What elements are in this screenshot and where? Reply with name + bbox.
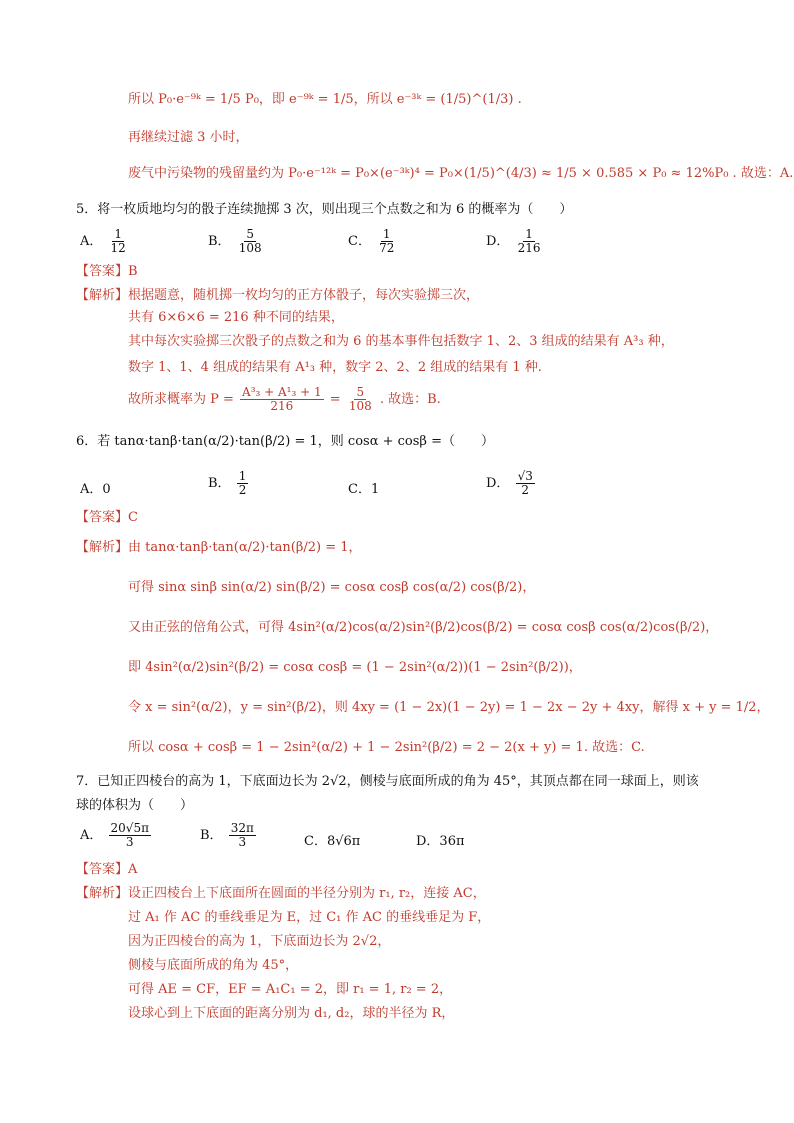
q6-answer-tag: 【答案】: [76, 510, 129, 525]
q6-option-d-num: √3: [517, 469, 533, 483]
q5-analysis-line-3: 其中每次实验掷三次骰子的点数之和为 6 的基本事件包括数字 1、2、3 组成的结果有 A³₃ 种，: [128, 334, 674, 349]
q7-option-a-label: A．: [80, 828, 103, 844]
q7-stem-line-2: 球的体积为（ ）: [76, 798, 194, 813]
q5-option-b-num: 5: [246, 227, 254, 241]
q5-analysis-line-2: 共有 6×6×6 = 216 种不同的结果，: [128, 310, 344, 325]
q6-option-a: A．0: [80, 482, 111, 497]
q5-analysis-line-5: [128, 386, 441, 413]
q5-analysis-line-4: 数字 1、1、4 组成的结果有 A¹₃ 种，数字 2、2、2 组成的结果有 1 种.: [128, 360, 542, 375]
q5-option-b-label: B．: [208, 234, 231, 250]
q5-prob-den-2: 108: [348, 399, 372, 414]
q5-option-d-label: D．: [486, 234, 510, 250]
q5-prob-num-2: 5: [356, 385, 365, 399]
q5-option-d-num: 1: [525, 227, 533, 241]
q6-option-b-label: B．: [208, 476, 231, 492]
q6-answer-row: [76, 510, 138, 526]
top-line-3: 废气中污染物的残留量约为 P₀·e⁻¹²ᵏ = P₀×(e⁻³ᵏ)⁴ = P₀×(1/5)^(4/3) ≈ 1/5 × 0.585 × P₀ ≈ 12%P₀ . 故选：A.: [128, 166, 794, 181]
q7-analysis-line-4: 侧棱与底面所成的角为 45°，: [128, 958, 299, 973]
q6-stem: 6．若 tanα·tanβ·tan(α/2)·tan(β/2) = 1，则 cosα + cosβ =（ ）: [76, 434, 494, 449]
q5-answer-value: B: [128, 264, 138, 279]
q7-analysis-row-1: [76, 886, 486, 902]
q6-option-c: C．1: [348, 482, 380, 497]
q7-option-a-den: 3: [125, 835, 134, 850]
q5-analysis-row-1: [76, 288, 479, 304]
q5-option-c: [348, 228, 398, 255]
q5-prob-equals: =: [329, 392, 341, 408]
q7-answer-tag: 【答案】: [76, 862, 129, 877]
q5-option-b-den: 108: [238, 241, 262, 256]
q5-option-a: [80, 228, 130, 255]
q6-option-b-num: 1: [238, 469, 247, 483]
q7-analysis-tag: 【解析】: [76, 886, 129, 901]
q7-analysis-line-3: 因为正四棱台的高为 1，下底面边长为 2√2，: [128, 934, 391, 949]
q7-analysis-line-2: 过 A₁ 作 AC 的垂线垂足为 E，过 C₁ 作 AC 的垂线垂足为 F，: [128, 910, 491, 925]
top-line-1: 所以 P₀·e⁻⁹ᵏ = 1/5 P₀，即 e⁻⁹ᵏ = 1/5，所以 e⁻³ᵏ = (1/5)^(1/3) .: [128, 92, 522, 107]
q5-analysis-line-1: 根据题意，随机掷一枚均匀的正方体骰子，每次实验掷三次，: [128, 288, 480, 303]
q7-option-a: [80, 822, 153, 849]
q7-option-b: [200, 822, 258, 849]
q6-answer-value: C: [128, 510, 138, 525]
q7-option-b-frac: [229, 822, 256, 849]
q5-option-a-label: A．: [80, 234, 103, 250]
q7-stem-line-1: 7．已知正四棱台的高为 1，下底面边长为 2√2，侧棱与底面所成的角为 45°，其顶点都在同一球面上，则该: [76, 774, 699, 789]
q7-option-a-frac: [109, 822, 151, 849]
q5-option-d-frac: [516, 228, 543, 255]
q6-analysis-line-4: 即 4sin²(α/2)sin²(β/2) = cosα cosβ = (1 − 2sin²(α/2))(1 − 2sin²(β/2))，: [128, 660, 582, 675]
q6-option-b-frac: [237, 470, 249, 497]
q7-option-b-num: 32π: [230, 821, 254, 835]
q5-option-a-num: 1: [114, 227, 122, 241]
q6-option-d-label: D．: [486, 476, 510, 492]
q7-answer-row: [76, 862, 137, 878]
q5-prob-frac-2: [347, 386, 374, 413]
q7-analysis-line-5: 可得 AE = CF，EF = A₁C₁ = 2，即 r₁ = 1, r₂ = 2，: [128, 982, 453, 997]
q5-option-c-num: 1: [382, 227, 391, 241]
q5-prob-suffix: . 故选：B.: [379, 392, 441, 408]
q5-option-a-den: 12: [110, 241, 126, 256]
q7-answer-value: A: [128, 862, 138, 877]
q5-option-d: [486, 228, 544, 255]
q5-prob-frac-1: [240, 386, 324, 413]
q7-option-d: D．36π: [416, 834, 465, 849]
q5-answer-row: [76, 264, 138, 280]
q6-option-d-frac: [516, 470, 535, 497]
q5-answer-tag: 【答案】: [76, 264, 129, 279]
q5-option-a-frac: [109, 228, 128, 255]
q5-prob-prefix: 故所求概率为 P =: [128, 392, 234, 408]
q6-analysis-line-1: 由 tanα·tanβ·tan(α/2)·tan(β/2) = 1，: [128, 540, 362, 555]
q5-option-b: [208, 228, 266, 255]
q6-analysis-line-6: 所以 cosα + cosβ = 1 − 2sin²(α/2) + 1 − 2sin²(β/2) = 2 − 2(x + y) = 1. 故选：C.: [128, 740, 645, 755]
q6-analysis-line-2: 可得 sinα sinβ sin(α/2) sin(β/2) = cosα cosβ cos(α/2) cos(β/2)，: [128, 580, 536, 595]
q5-option-c-den: 72: [379, 241, 395, 256]
q6-analysis-tag: 【解析】: [76, 540, 129, 555]
q5-prob-num-1: A³₃ + A¹₃ + 1: [242, 385, 322, 399]
q5-option-c-frac: [377, 228, 396, 255]
q7-option-b-label: B．: [200, 828, 223, 844]
q5-option-d-den: 216: [517, 241, 541, 256]
q5-option-b-frac: [237, 228, 264, 255]
q6-option-b: [208, 470, 250, 497]
q7-option-c: C．8√6π: [304, 834, 361, 849]
q7-option-b-den: 3: [238, 835, 247, 850]
q6-analysis-row-1: [76, 540, 362, 556]
q6-option-b-den: 2: [238, 483, 247, 498]
q6-option-d: [486, 470, 537, 497]
q5-stem: 5．将一枚质地均匀的骰子连续抛掷 3 次，则出现三个点数之和为 6 的概率为（ ）: [76, 202, 573, 217]
q5-option-c-label: C．: [348, 234, 371, 250]
q6-option-d-den: 2: [521, 483, 530, 498]
q5-analysis-tag: 【解析】: [76, 288, 129, 303]
q7-analysis-line-1: 设正四棱台上下底面所在圆面的半径分别为 r₁, r₂，连接 AC，: [128, 886, 486, 901]
q5-prob-den-1: 216: [270, 399, 294, 414]
q6-analysis-line-3: 又由正弦的倍角公式，可得 4sin²(α/2)cos(α/2)sin²(β/2)cos(β/2) = cosα cosβ cos(α/2)cos(β/2)，: [128, 620, 719, 635]
q7-analysis-line-6: 设球心到上下底面的距离分别为 d₁, d₂，球的半径为 R，: [128, 1006, 455, 1021]
q6-analysis-line-5: 令 x = sin²(α/2)，y = sin²(β/2)，则 4xy = (1 − 2x)(1 − 2y) = 1 − 2x − 2y + 4xy，解得 x + y = 1/2，: [128, 700, 770, 715]
top-line-2: 再继续过滤 3 小时，: [128, 130, 249, 145]
q7-option-a-num: 20√5π: [110, 821, 149, 835]
